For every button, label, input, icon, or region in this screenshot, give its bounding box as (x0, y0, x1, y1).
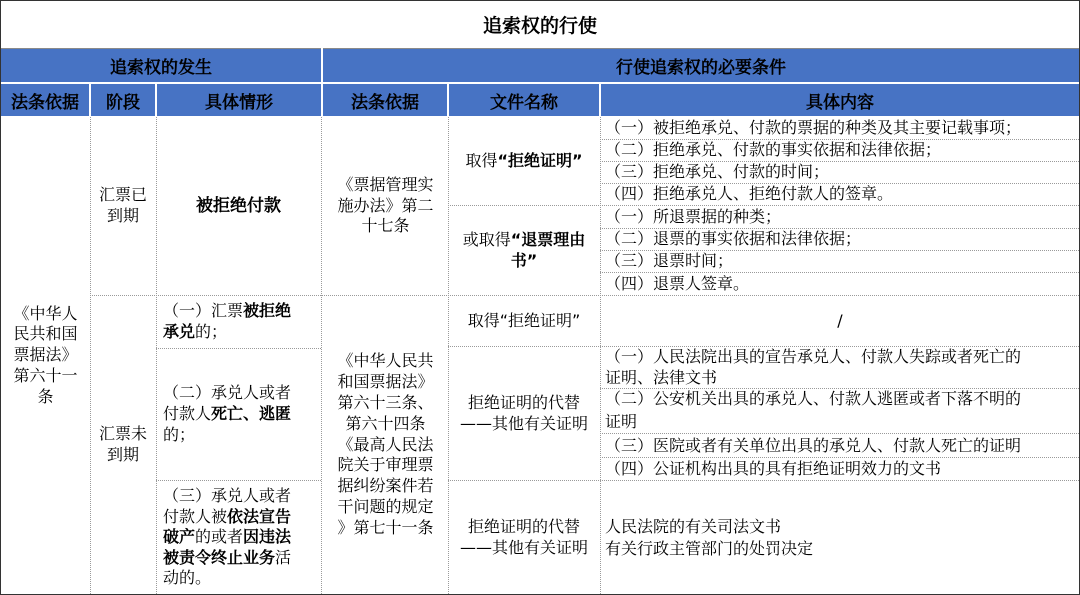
case2-line2a: 付款人 (163, 404, 212, 424)
header-separator (1, 82, 1079, 84)
basis2-bottom-line: 和国票据法》 (337, 372, 434, 392)
basis2-bottom-line: 院关于审理票 (337, 455, 434, 475)
case2-line1: （二）承兑人或者 (163, 383, 292, 403)
grid-line (600, 228, 1079, 229)
situation-case-1 (157, 296, 320, 348)
case3-line5: 动的。 (163, 568, 212, 588)
grid-line (156, 348, 321, 349)
doc-substitute-2-line: ——其他有关证明 (459, 537, 588, 557)
basis2-bottom-line: 第六十三条、 (337, 393, 434, 412)
content-refusal-item: （三）拒绝承兑、付款的时间； (605, 162, 830, 181)
case2-line3: 的； (163, 424, 196, 444)
grid-line (448, 346, 1079, 347)
situation-refused-payment: 被拒绝付款 (157, 117, 320, 295)
doc-return-q2: ” (526, 250, 538, 270)
content-bankruptcy-item: 人民法院的有关司法文书 (605, 517, 782, 536)
doc-substitute-2 (449, 481, 599, 594)
basis2-bottom-line: 》第七十一条 (337, 517, 434, 537)
content-refusal-item: （二）拒绝承兑、付款的事实依据和法律依据； (605, 140, 942, 159)
col-header-stage: 阶段 (91, 84, 155, 116)
grid-line (600, 161, 1079, 162)
stage-due-line: 汇票已 (98, 185, 147, 205)
col-header-basis: 法条依据 (1, 84, 89, 116)
basis2-bottom-line: 干问题的规定 (337, 496, 434, 516)
doc-refusal-pre: 取得 (465, 150, 498, 170)
stage-not-due-line: 汇票未 (98, 424, 147, 444)
doc-refusal-plain: 取得“拒绝证明” (449, 296, 599, 346)
col-header-situation: 具体情形 (157, 84, 321, 116)
header-occurrence: 追索权的发生 (1, 49, 321, 82)
header-separator (447, 83, 449, 116)
content-return-item: （二）退票的事实依据和法律依据； (605, 229, 862, 248)
doc-return-bold2: 书 (510, 250, 527, 270)
grid-line (600, 139, 1079, 140)
case3-line4b: 活 (275, 547, 292, 567)
case2-line2b: 死亡、逃匿 (211, 404, 292, 424)
content-return-item: （四）退票人签章。 (605, 273, 750, 293)
left-basis-line: 民共和国 (13, 324, 78, 344)
basis2-top-line: 施办法》第二 (337, 195, 434, 215)
doc-return-bold1: 退票理由 (521, 229, 586, 249)
content-substitute-item: 证明 (605, 412, 638, 431)
basis2-bottom-cell (323, 296, 448, 594)
grid-line (448, 117, 449, 594)
grid-line (90, 295, 1079, 296)
content-substitute-item: 证明、法律文书 (605, 367, 718, 387)
grid-line (448, 480, 1079, 481)
basis2-top-line: 《票据管理实 (337, 174, 434, 194)
grid-line (600, 272, 1079, 273)
grid-line (600, 388, 1079, 389)
doc-return-q1: “ (510, 229, 522, 249)
content-refusal-item: （四）拒绝承兑人、拒绝付款人的签章。 (605, 184, 894, 203)
content-substitute-item: （三）医院或者有关单位出具的承兑人、付款人死亡的证明 (605, 435, 1022, 455)
case1-prefix: （一）汇票 (163, 301, 244, 321)
grid-line (156, 117, 157, 594)
case1-bold2: 承兑 (163, 322, 196, 341)
basis2-bottom-line: 《中华人民共 (337, 351, 434, 371)
left-basis-line: 《中华人 (13, 303, 78, 323)
grid-line (321, 117, 322, 594)
left-basis-line: 票据法》 (13, 345, 78, 365)
basis2-bottom-line: 第六十四条 (345, 413, 426, 433)
grid-line (600, 433, 1079, 434)
doc-refusal-q1: “ (497, 150, 508, 170)
content-substitute-item: （二）公安机关出具的承兑人、付款人逃匿或者下落不明的 (605, 389, 1022, 408)
case3-line3b: 的或者 (195, 527, 244, 547)
doc-return-pre: 或取得 (462, 229, 511, 249)
left-basis-line: 条 (37, 386, 54, 406)
left-basis-cell (1, 117, 90, 594)
basis2-top-line: 十七条 (361, 216, 410, 236)
situation-case-3 (157, 481, 320, 594)
header-separator (321, 48, 323, 116)
grid-line (600, 183, 1079, 184)
situation-case-2 (157, 349, 320, 480)
doc-substitute-2-line: 拒绝证明的代替 (467, 516, 580, 536)
content-return-item: （一）所退票据的种类； (605, 207, 782, 226)
col-header-document: 文件名称 (449, 84, 599, 116)
stage-due-line: 到期 (106, 206, 139, 225)
left-basis-line: 第六十一 (13, 365, 78, 385)
doc-refusal-cert (449, 117, 599, 205)
doc-substitute-1-line: ——其他有关证明 (459, 413, 588, 433)
case3-line3c: 因违法 (243, 527, 292, 547)
doc-substitute-1-line: 拒绝证明的代替 (467, 392, 580, 412)
case1-suffix: 的； (195, 322, 228, 341)
grid-line (90, 117, 91, 594)
header-separator (155, 83, 157, 116)
basis2-top-cell (323, 117, 448, 295)
table-title: 追索权的行使 (1, 1, 1079, 49)
grid-line (600, 250, 1079, 251)
stage-due-cell (91, 117, 155, 295)
grid-line (600, 457, 1079, 458)
content-return-item: （三）退票时间； (605, 251, 734, 270)
header-conditions: 行使追索权的必要条件 (323, 49, 1079, 82)
col-header-content: 具体内容 (601, 84, 1079, 116)
doc-refusal-q2: ” (572, 150, 583, 170)
content-bankruptcy-item: 有关行政主管部门的处罚决定 (605, 539, 814, 558)
header-separator (599, 83, 601, 116)
content-refusal-item: （一）被拒绝承兑、付款的票据的种类及其主要记载事项； (605, 118, 1022, 137)
case3-line1: （三）承兑人或者 (163, 486, 292, 506)
grid-line (600, 117, 601, 594)
grid-line (448, 205, 1079, 206)
case1-bold: 被拒绝 (243, 301, 292, 321)
grid-line (156, 480, 321, 481)
content-substitute-item: （四）公证机构出具的具有拒绝证明效力的文书 (605, 458, 942, 478)
basis2-bottom-line: 据纠纷案件若 (337, 476, 434, 496)
doc-substitute-1 (449, 347, 599, 480)
col-header-basis-2: 法条依据 (323, 84, 447, 116)
content-slash: / (837, 311, 843, 330)
header-separator (89, 83, 91, 116)
stage-not-due-line: 到期 (106, 445, 139, 464)
content-substitute-item: （一）人民法院出具的宣告承兑人、付款人失踪或者死亡的 (605, 347, 1022, 366)
doc-return-reason (449, 206, 599, 295)
case3-line2a: 付款人被 (163, 506, 228, 526)
case3-line2b: 依法宣告 (227, 506, 292, 526)
stage-not-due-cell (91, 296, 155, 594)
basis2-bottom-line: 《最高人民法 (337, 434, 434, 454)
doc-refusal-bold: 拒绝证明 (508, 150, 573, 170)
case3-line3a: 破产 (163, 527, 196, 547)
case3-line4a: 被责令终止业务 (163, 547, 276, 567)
